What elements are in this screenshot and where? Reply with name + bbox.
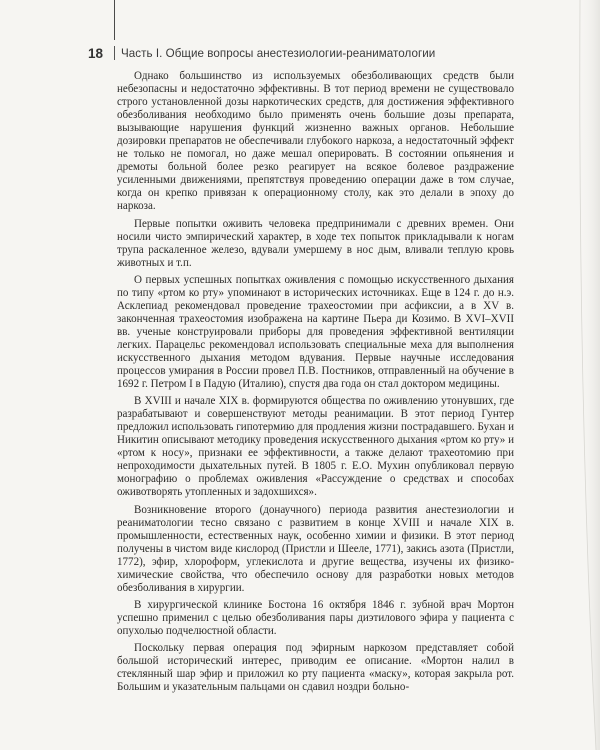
paragraph: О первых успешных попытках оживления с помощью искусственного дыхания по типу «ртом ко рту» упоминают в исторических источниках. Еще в 124 г. до н.э. Асклепиад рекомендовал проведение трахеостомии при асфиксии, а в XV в. законченная трахеостомия изображена на картине Пьера ди Козимо. В XVI–XVII вв. ученые конструировали приборы для проведения эффективной вентиляции легких. Парацельс рекомендовал использовать специальные меха для выполнения искусственного дыхания методом вдувания. Первые научные исследования процессов умирания в России провел П.В. Постников, отправленный на обучение в 1692 г. Петром I в Падую (Италию), спустя два года он стал доктором медицины.	[117, 273, 514, 391]
page-number: 18	[88, 45, 104, 61]
running-head	[88, 43, 528, 63]
paragraph: В хирургической клинике Бостона 16 октября 1846 г. зубной врач Мортон успешно применил с целью обезболивания пары диэтилового эфира у пациента с опухолью подчелюстной области.	[117, 598, 514, 637]
page-curl-shadow	[540, 0, 600, 750]
running-title: Часть I. Общие вопросы анестезиологии-реаниматологии	[121, 46, 436, 60]
paragraph: Однако большинство из используемых обезболивающих средств были небезопасны и недостаточно эффективны. В тот период времени не существовало строго установленной дозы наркотических средств, для достижения эффективного обезболивания необходимо было применять очень большие дозы препарата, вызывающие нарушения функций жизненно важных органов. Небольшие дозировки препаратов не обеспечивали глубокого наркоза, а недостаточный эффект не только не помогал, но даже мешал оперировать. В состоянии опьянения и дремоты больной более резко реагирует на всякое болевое раздражение усиленными движениями, препятствуя проведению операции даже в том случае, когда он крепко привязан к операционному столу, как это делали в эпоху до наркоза.	[117, 70, 514, 213]
body-text	[117, 70, 514, 694]
paragraph: В XVIII и начале XIX в. формируются общества по оживлению утонувших, где разрабатывают и совершенствуют методы реанимации. В этот период Гунтер предложил использовать гипотермию для продления жизни пострадавшего. Бухан и Никитин описывают методику проведения искусственного дыхания «ртом ко рту» и «ртом к носу», признаки ее эффективности, а также делают трахеотомию при непроходимости дыхательных путей. В 1805 г. Е.О. Мухин опубликовал первую монографию о проблемах оживления «Рассуждение о средствах и способах оживотворять утопленных и задохшихся».	[117, 395, 514, 499]
margin-rule	[114, 0, 115, 40]
paragraph: Первые попытки оживить человека предпринимали с древних времен. Они носили чисто эмпирический характер, в ходе тех попыток прикладывали к ногам трупа раскаленное железо, вдували умершему в нос дым, вливали теплую кровь животных и т.п.	[117, 217, 514, 269]
paragraph: Возникновение второго (донаучного) периода развития анестезиологии и реаниматологии тесно связано с развитием в конце XVIII и начале XIX в. промышленности, естественных наук, особенно химии и физики. В этот период получены в чистом виде кислород (Пристли и Шееле, 1771), закись азота (Пристли, 1772), эфир, хлороформ, углекислота и другие вещества, изучены их физико-химические свойства, что обеспечило основу для разработки новых методов обезболивания в хирургии.	[117, 503, 514, 594]
paragraph: Поскольку первая операция под эфирным наркозом представляет собой большой исторический интерес, приводим ее описание. «Мортон налил в стеклянный шар эфир и приложил ко рту пациента «маску», которая закрыла рот. Большим и указательным пальцами он сдавил ноздри больно-	[117, 641, 514, 694]
header-separator	[114, 46, 115, 60]
